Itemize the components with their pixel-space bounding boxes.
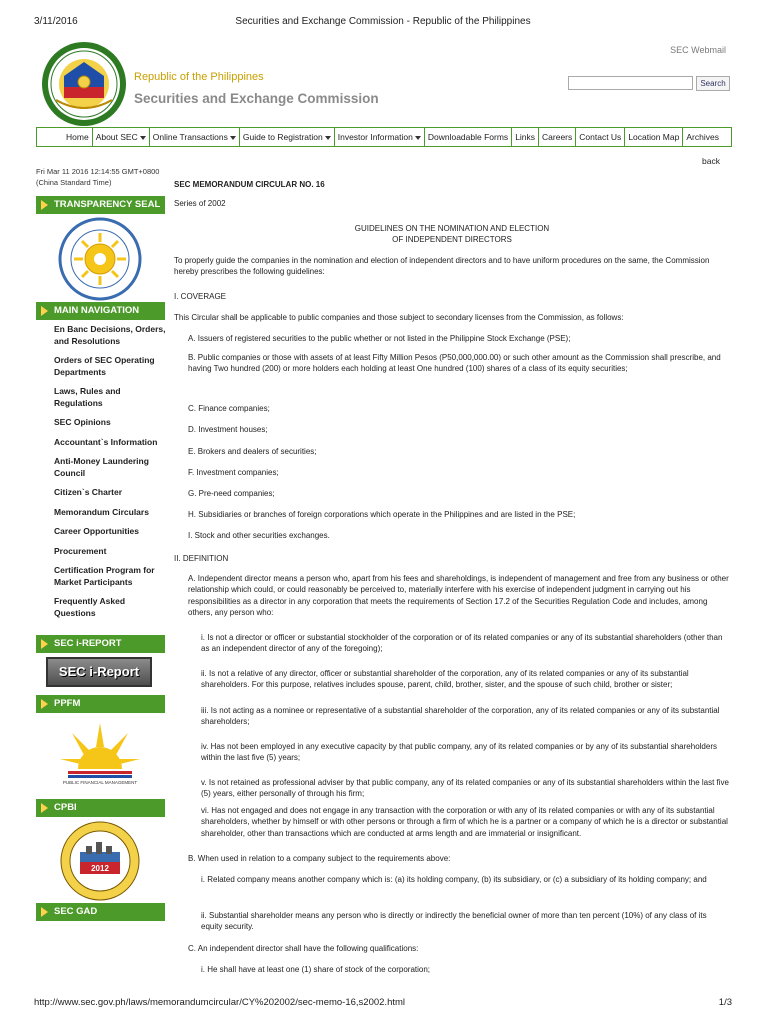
nav-item-careers[interactable] bbox=[538, 128, 575, 146]
chevron-right-icon bbox=[41, 803, 48, 813]
print-header bbox=[34, 16, 732, 30]
site-title[interactable]: Securities and Exchange Commission bbox=[134, 91, 379, 106]
definition-b: B. When used in relation to a company subject to the requirements above: bbox=[188, 854, 451, 863]
republic-label: Republic of the Philippines bbox=[134, 71, 264, 83]
memo-title: SEC MEMORANDUM CIRCULAR NO. 16 bbox=[174, 180, 325, 189]
nav-label: Links bbox=[515, 132, 536, 142]
transparency-seal-icon[interactable] bbox=[50, 217, 150, 301]
print-title: Securities and Exchange Commission - Republic of the Philippines bbox=[235, 16, 531, 27]
main-navigation-header bbox=[36, 302, 165, 320]
nav-item-contact-us[interactable] bbox=[575, 128, 624, 146]
coverage-item: H. Subsidiaries or branches of foreign corporations which operate in the Philippines and are listed in the PSE; bbox=[188, 510, 576, 519]
sidebar-item[interactable]: Orders of SEC Operating Departments bbox=[54, 355, 155, 377]
definition-a: A. Independent director means a person who, apart from his fees and shareholdings, is independent of management and free from any business or other relationship which could, or could reasonably be perceived to, materially interfere with his exercise of independent judgment in carrying out his responsibilities as a director in any corporation that meets the requirements of Section 17.2 of the Securities Regulation Code and includes, among others, any person who: bbox=[188, 574, 729, 617]
coverage-item: B. Public companies or those with assets of at least Fifty Million Pesos (P50,000,000.00) or such other amount as the Commission shall prescribe, and having Two hundred (200) or more holders each holding at least One hundred (100) shares of a class of its equity securities; bbox=[188, 353, 721, 374]
chevron-right-icon bbox=[41, 306, 48, 316]
caret-down-icon bbox=[325, 136, 331, 140]
page-number: 1/3 bbox=[718, 997, 732, 1008]
print-footer bbox=[34, 997, 732, 1011]
coverage-item: D. Investment houses; bbox=[188, 425, 268, 434]
cpbi-header[interactable] bbox=[36, 799, 165, 817]
current-datetime bbox=[36, 166, 166, 188]
definition-a-item: v. Is not retained as professional adviser by that public company, any of its related companies or any of its substantial shareholders within the last five (5) years, either personally of through his firm; bbox=[201, 778, 729, 799]
nav-item-online-transactions[interactable] bbox=[149, 128, 239, 146]
ireport-banner[interactable]: SEC i-Report bbox=[46, 657, 152, 687]
transparency-label: TRANSPARENCY SEAL bbox=[54, 199, 161, 210]
nav-label: Investor Information bbox=[337, 132, 413, 142]
nav-label: Location Map bbox=[628, 132, 680, 142]
nav-item-investor-information[interactable] bbox=[334, 128, 424, 146]
sidebar-item[interactable]: En Banc Decisions, Orders, and Resolutions bbox=[54, 324, 166, 346]
sidebar-item[interactable]: Certification Program for Market Participants bbox=[54, 565, 155, 587]
ppfm-header[interactable] bbox=[36, 695, 165, 713]
sidebar-item[interactable]: Accountant`s Information bbox=[54, 436, 158, 447]
nav-label: Online Transactions bbox=[152, 132, 228, 142]
chevron-right-icon bbox=[41, 907, 48, 917]
nav-label: Contact Us bbox=[579, 132, 622, 142]
nav-label: About SEC bbox=[95, 132, 138, 142]
nav-item-archives[interactable] bbox=[682, 128, 722, 146]
sidebar-item[interactable]: Laws, Rules and Regulations bbox=[54, 386, 121, 408]
datetime-zone: (China Standard Time) bbox=[36, 178, 112, 187]
nav-label: Guide to Registration bbox=[242, 132, 323, 142]
sec-website bbox=[36, 40, 732, 980]
sidebar-item[interactable]: Career Opportunities bbox=[54, 526, 140, 536]
sec-seal-logo bbox=[36, 40, 133, 128]
definition-b-item: ii. Substantial shareholder means any person who is directly or indirectly the beneficial owner of more than ten percent (10%) of any class of its equity security. bbox=[201, 911, 707, 932]
search-button[interactable]: Search bbox=[696, 76, 730, 91]
definition-a-item: ii. Is not a relative of any director, officer or substantial shareholder of the corporation, any of its related companies or any of its substantial shareholders. For this purpose, relatives includes spouse, parent, child, brother, sister, and the spouse of such child, brother or sister; bbox=[201, 669, 689, 690]
sidebar-item[interactable]: Memorandum Circulars bbox=[54, 506, 149, 517]
print-date: 3/11/2016 bbox=[34, 16, 78, 27]
definition-a-item: iii. Is not acting as a nominee or representative of a substantial shareholder of the corporation, any of its related companies or any of its substantial shareholders; bbox=[201, 706, 720, 727]
nav-item-downloadable-forms[interactable] bbox=[424, 128, 511, 146]
coverage-item: I. Stock and other securities exchanges. bbox=[188, 531, 330, 540]
definition-a-item: i. Is not a director or officer or substantial stockholder of the corporation or of its related companies or any of its substantial shareholders (other than as an independent director of any of the foregoing); bbox=[201, 633, 723, 654]
nav-item-guide-to-registration[interactable] bbox=[239, 128, 334, 146]
coverage-item: G. Pre-need companies; bbox=[188, 489, 275, 498]
nav-label: Home bbox=[66, 132, 89, 142]
guidelines-heading bbox=[174, 223, 730, 245]
sec-ireport-header[interactable] bbox=[36, 635, 165, 653]
chevron-right-icon bbox=[41, 699, 48, 709]
guidelines-line-2: OF INDEPENDENT DIRECTORS bbox=[392, 235, 512, 244]
sidebar-item[interactable]: Frequently Asked Questions bbox=[54, 596, 126, 618]
nav-item-about-sec[interactable] bbox=[92, 128, 149, 146]
nav-item-location-map[interactable] bbox=[624, 128, 682, 146]
main-nav-label: MAIN NAVIGATION bbox=[54, 305, 140, 316]
coverage-heading: I. COVERAGE bbox=[174, 292, 227, 301]
webmail-link[interactable]: SEC Webmail bbox=[670, 45, 726, 55]
cpbi-seal-icon[interactable] bbox=[58, 820, 142, 902]
datetime-line: Fri Mar 11 2016 12:14:55 GMT+0800 bbox=[36, 167, 160, 176]
chevron-right-icon bbox=[41, 639, 48, 649]
coverage-item: A. Issuers of registered securities to the public whether or not listed in the Philippine Stock Exchange (PSE); bbox=[188, 334, 571, 343]
definition-a-item: iv. Has not been employed in any executive capacity by that public company, any of its related companies or by any of its substantial shareholders within the last five (5) years; bbox=[201, 742, 717, 763]
gad-label: SEC GAD bbox=[54, 906, 98, 917]
nav-item-links[interactable] bbox=[511, 128, 538, 146]
chevron-right-icon bbox=[41, 200, 48, 210]
definition-c: C. An independent director shall have the following qualifications: bbox=[188, 944, 419, 953]
caret-down-icon bbox=[230, 136, 236, 140]
sidebar-item[interactable]: Anti-Money Laundering Council bbox=[54, 456, 149, 478]
transparency-seal-header[interactable] bbox=[36, 196, 165, 214]
caret-down-icon bbox=[415, 136, 421, 140]
coverage-item: E. Brokers and dealers of securities; bbox=[188, 447, 317, 456]
guidelines-line-1: GUIDELINES ON THE NOMINATION AND ELECTION bbox=[354, 224, 550, 233]
intro-paragraph: To properly guide the companies in the nomination and election of independent directors and to have uniform procedures on the same, the Commission hereby prescribes the following guidelines: bbox=[174, 256, 710, 277]
top-nav bbox=[36, 127, 732, 147]
sec-gad-header[interactable] bbox=[36, 903, 165, 921]
sidebar-item[interactable]: SEC Opinions bbox=[54, 417, 111, 427]
nav-label: Archives bbox=[686, 132, 719, 142]
nav-item-home[interactable] bbox=[63, 128, 92, 146]
coverage-item: C. Finance companies; bbox=[188, 404, 270, 413]
definition-heading: II. DEFINITION bbox=[174, 554, 229, 563]
coverage-intro: This Circular shall be applicable to public companies and those subject to secondary licenses from the Commission, as follows: bbox=[174, 313, 624, 322]
sidebar-item[interactable]: Procurement bbox=[54, 545, 107, 556]
sidebar-nav bbox=[54, 324, 166, 627]
ireport-label: SEC i-REPORT bbox=[54, 638, 122, 649]
nav-label: Careers bbox=[542, 132, 573, 142]
ppfm-label: PPFM bbox=[54, 698, 81, 709]
ppfm-caption: PUBLIC FINANCIAL MANAGEMENT bbox=[62, 780, 138, 785]
nav-label: Downloadable Forms bbox=[427, 132, 509, 142]
caret-down-icon bbox=[140, 136, 146, 140]
memo-series: Series of 2002 bbox=[174, 199, 226, 208]
definition-c-item: i. He shall have at least one (1) share of stock of the corporation; bbox=[201, 965, 431, 974]
back-link[interactable]: back bbox=[702, 156, 720, 166]
coverage-item: F. Investment companies; bbox=[188, 468, 279, 477]
cpbi-year: 2012 bbox=[91, 864, 109, 873]
print-url: http://www.sec.gov.ph/laws/memorandumcircular/CY%202002/sec-memo-16,s2002.html bbox=[34, 997, 406, 1008]
search-input[interactable] bbox=[568, 76, 693, 90]
cpbi-label: CPBI bbox=[54, 802, 77, 813]
definition-a-item: vi. Has not engaged and does not engage in any transaction with the corporation or with any of its related companies or with any of its substantial shareholders, whether by himself or with other persons or through a firm of which he is a partner or a company of which he is a director or substantial shareholder, other than transactions which are conducted at arms length and are immaterial or insignificant. bbox=[201, 806, 728, 838]
sidebar-item[interactable]: Citizen`s Charter bbox=[54, 487, 123, 497]
definition-b-item: i. Related company means another company which is: (a) its holding company, (b) its subsidiary, or (c) a subsidiary of its holding company; and bbox=[201, 875, 707, 884]
